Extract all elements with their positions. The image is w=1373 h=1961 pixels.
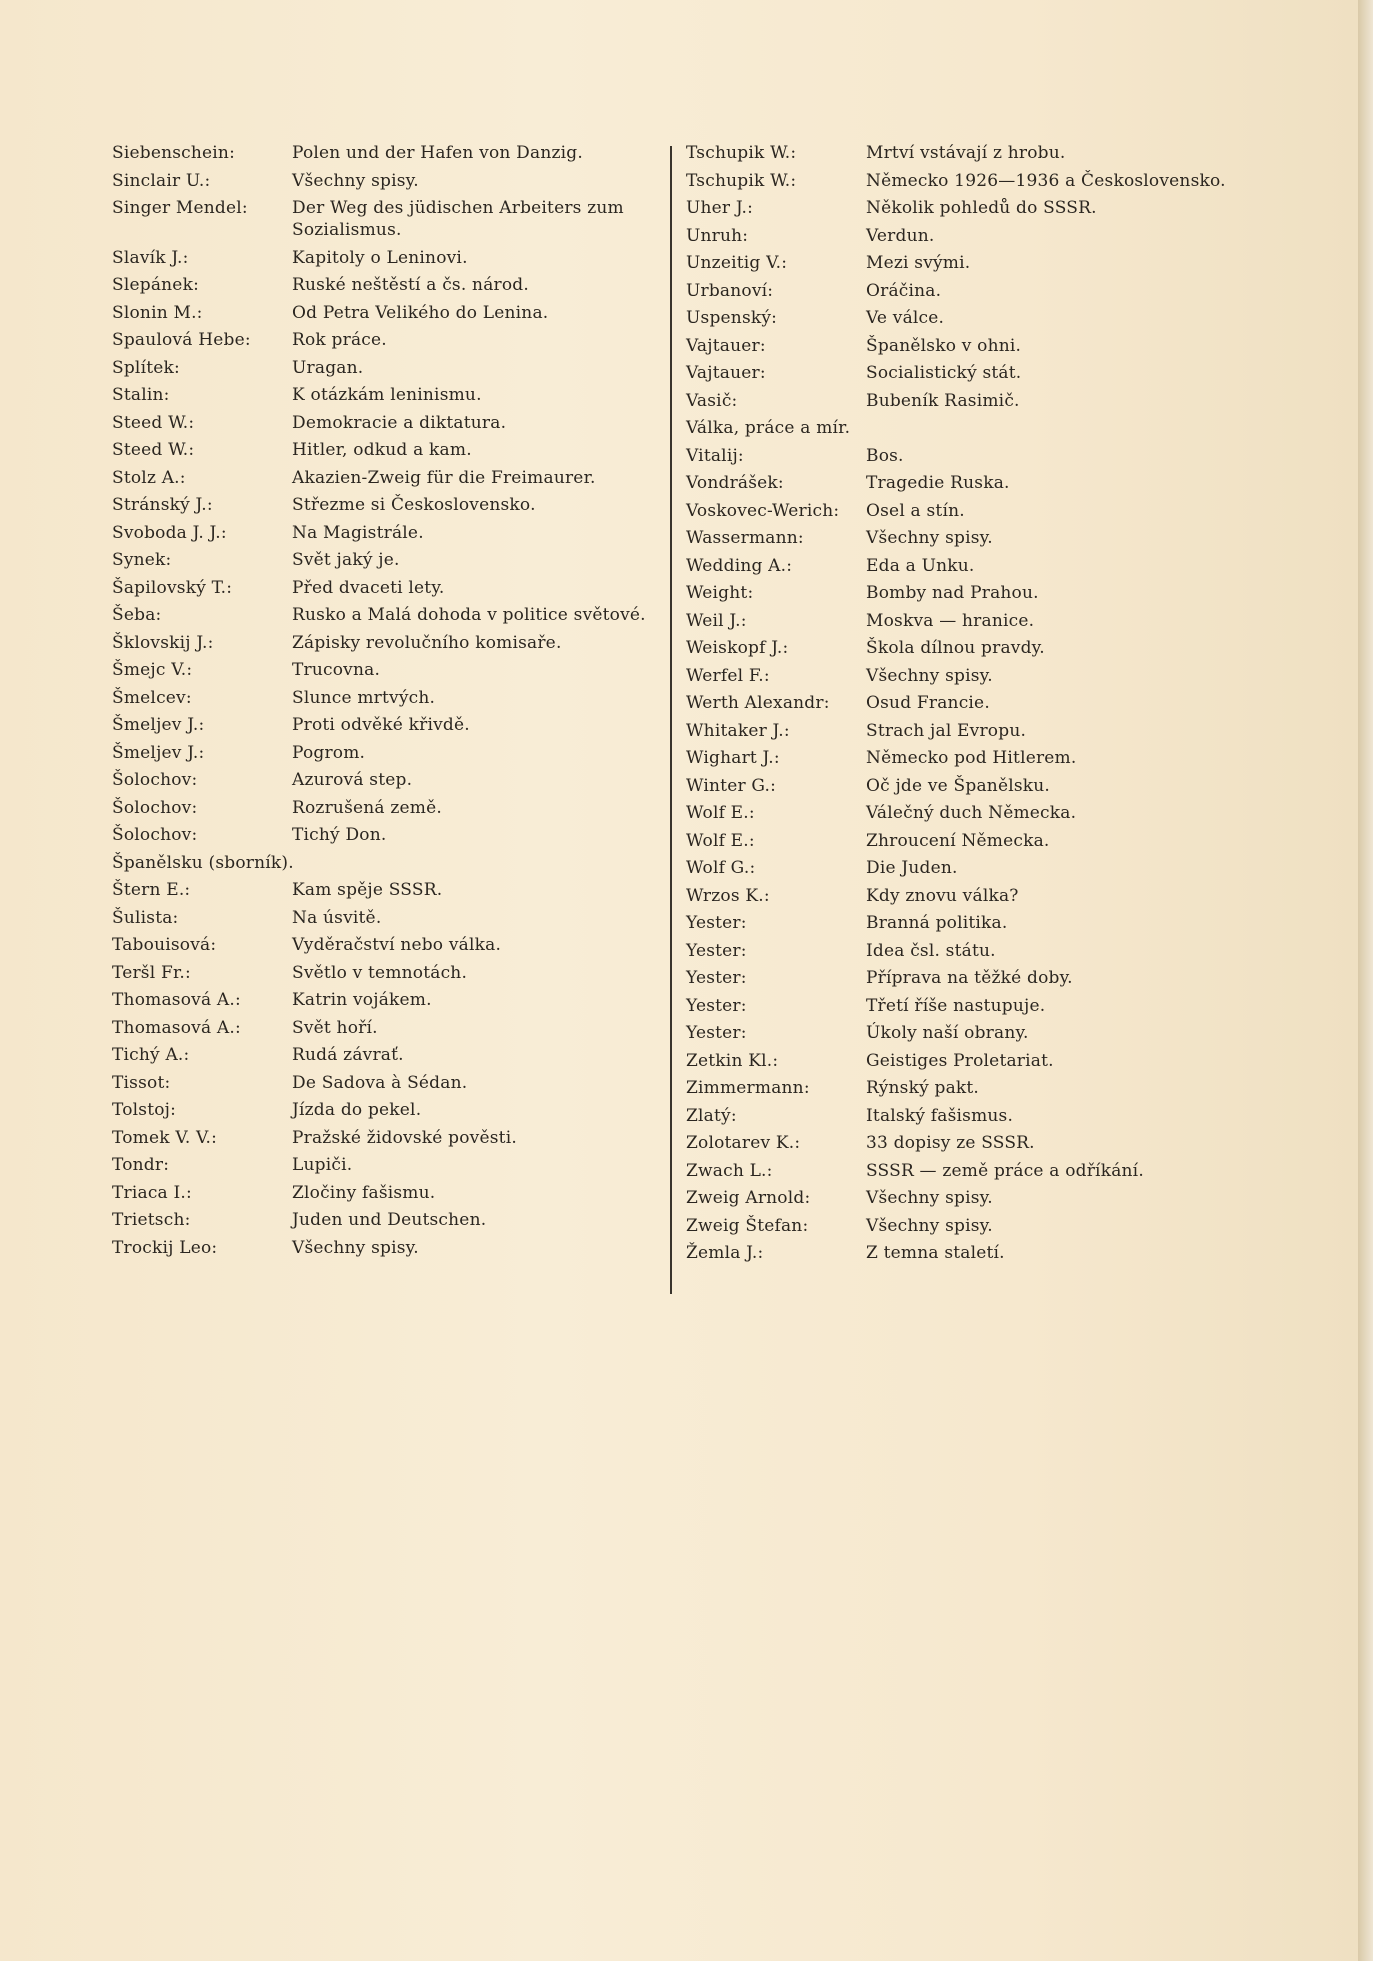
book-title: Světlo v temnotách.: [292, 962, 468, 983]
author-name: Uher J.:: [686, 198, 754, 218]
author-name: Vondrášek:: [686, 473, 784, 493]
book-title: Oráčina.: [866, 280, 942, 301]
list-item: [686, 692, 1266, 714]
author-name: Šapilovský T.:: [112, 577, 233, 598]
book-title: Všechny spisy.: [866, 1188, 993, 1208]
book-title: Svět hoří.: [292, 1017, 378, 1038]
list-item: [112, 467, 672, 489]
book-title: Pražské židovské pověsti.: [292, 1127, 517, 1148]
book-title: Všechny spisy.: [292, 170, 419, 191]
list-item: [686, 1242, 1266, 1264]
list-item: [112, 797, 672, 819]
book-title: Svět jaký je.: [292, 550, 400, 570]
book-title: Z temna staletí.: [866, 1243, 1005, 1263]
book-title: Jízda do pekel.: [292, 1100, 422, 1120]
list-item: [686, 1132, 1266, 1154]
list-item: [686, 252, 1266, 274]
book-title: Německo 1926—1936 a Československo.: [866, 170, 1226, 191]
list-item: [686, 582, 1266, 604]
list-item: [112, 659, 672, 681]
list-item: [112, 879, 672, 901]
author-name: Unruh:: [686, 225, 749, 246]
list-item: [112, 769, 672, 791]
author-name: Tissot:: [112, 1072, 171, 1093]
author-name: Synek:: [112, 550, 172, 570]
author-name: Yester:: [686, 913, 747, 933]
book-title: Všechny spisy.: [866, 528, 993, 548]
list-item: [686, 1050, 1266, 1072]
book-title: Polen und der Hafen von Danzig.: [292, 143, 583, 163]
author-name: Tolstoj:: [112, 1100, 177, 1120]
list-item: [686, 307, 1266, 329]
list-item: [686, 775, 1266, 797]
list-item: [686, 637, 1266, 659]
author-name: Sinclair U.:: [112, 170, 211, 191]
list-item: [686, 1105, 1266, 1127]
author-name: Slavík J.:: [112, 247, 189, 268]
book-title: Tragedie Ruska.: [866, 473, 1010, 493]
right-column: [686, 142, 1266, 1270]
list-item: [686, 1215, 1266, 1237]
author-name: Šolochov:: [112, 825, 198, 845]
list-item: [686, 362, 1266, 384]
book-title: Bos.: [866, 445, 904, 466]
book-title: Eda a Unku.: [866, 555, 975, 576]
author-name: Štern E.:: [112, 880, 191, 900]
book-title: Der Weg des jüdischen Arbeiters zum Sozialismus.: [292, 198, 624, 240]
list-item: [686, 995, 1266, 1017]
book-title: Rok práce.: [292, 330, 387, 350]
list-item: [686, 1022, 1266, 1044]
author-name: Yester:: [686, 968, 747, 988]
author-name: Slepánek:: [112, 275, 199, 295]
author-name: Weil J.:: [686, 610, 747, 631]
author-name: Vajtauer:: [686, 335, 766, 356]
author-name: Svoboda J. J.:: [112, 522, 227, 543]
book-title: Zápisky revolučního komisaře.: [292, 632, 562, 653]
author-name: Tichý A.:: [112, 1045, 190, 1065]
list-item: [686, 390, 1266, 412]
list-item: [686, 802, 1266, 824]
list-item: [112, 439, 672, 461]
list-item: [112, 384, 672, 406]
author-name: Siebenschein:: [112, 143, 236, 163]
column-divider: [670, 146, 672, 1294]
book-title: K otázkám leninismu.: [292, 385, 482, 405]
author-name: Tabouisová:: [112, 935, 217, 955]
list-item: [686, 1077, 1266, 1099]
book-title: Socialistický stát.: [866, 363, 1022, 383]
list-item: [686, 280, 1266, 302]
list-item: [112, 907, 672, 929]
book-title: Ruské neštěstí a čs. národ.: [292, 275, 529, 295]
list-item: [112, 824, 672, 846]
author-name: Yester:: [686, 940, 747, 961]
book-title: Střezme si Československo.: [292, 495, 536, 515]
author-name: Šmeljev J.:: [112, 715, 205, 735]
list-item: [686, 197, 1266, 219]
book-title: Zhroucení Německa.: [866, 830, 1050, 851]
book-title: 33 dopisy ze SSSR.: [866, 1133, 1035, 1153]
list-item: [112, 412, 672, 434]
list-item: [112, 687, 672, 709]
list-item: [112, 632, 672, 654]
author-name: Steed W.:: [112, 412, 195, 433]
author-name: Stalin:: [112, 385, 170, 405]
list-item: [112, 1017, 672, 1039]
author-name: Yester:: [686, 995, 747, 1016]
author-name: Šmeljev J.:: [112, 742, 205, 763]
author-name: Zetkin Kl.:: [686, 1050, 779, 1071]
author-name: Tondr:: [112, 1155, 170, 1175]
list-item: [686, 417, 1266, 439]
list-item: [686, 1187, 1266, 1209]
author-name: Šulista:: [112, 907, 179, 928]
author-name: Zimmermann:: [686, 1078, 810, 1098]
book-title: Pogrom.: [292, 742, 366, 763]
book-title: Rusko a Malá dohoda v politice světové.: [292, 605, 646, 625]
book-title: Škola dílnou pravdy.: [866, 638, 1045, 658]
list-item: [112, 1099, 672, 1121]
book-title: Italský fašismus.: [866, 1105, 1014, 1126]
book-title: Válečný duch Německa.: [866, 803, 1077, 823]
list-item: [686, 335, 1266, 357]
author-name: Šklovskij J.:: [112, 632, 214, 653]
book-title: Uragan.: [292, 357, 364, 378]
list-item: [112, 604, 672, 626]
book-title: Strach jal Evropu.: [866, 720, 1027, 741]
book-title: Idea čsl. státu.: [866, 940, 996, 961]
list-item: [112, 1044, 672, 1066]
list-item: [112, 357, 672, 379]
author-name: Španělsku (sborník).: [112, 852, 294, 873]
book-title: Juden und Deutschen.: [292, 1210, 487, 1230]
author-name: Weight:: [686, 583, 754, 603]
author-name: Werth Alexandr:: [686, 693, 830, 713]
list-item: [686, 225, 1266, 247]
author-name: Yester:: [686, 1023, 747, 1043]
book-title: Německo pod Hitlerem.: [866, 748, 1077, 768]
author-name: Zweig Štefan:: [686, 1215, 809, 1236]
list-item: [112, 962, 672, 984]
list-item: [686, 857, 1266, 879]
list-item: [686, 500, 1266, 522]
author-name: Wolf E.:: [686, 830, 755, 851]
book-title: Moskva — hranice.: [866, 610, 1035, 631]
author-name: Werfel F.:: [686, 665, 770, 686]
book-title: Mezi svými.: [866, 253, 971, 273]
list-item: [686, 142, 1266, 164]
book-title: Rozrušená země.: [292, 797, 442, 818]
book-title: Kam spěje SSSR.: [292, 880, 443, 900]
page-edge: [1358, 0, 1373, 1961]
author-name: Šolochov:: [112, 797, 198, 818]
author-name: Uspenský:: [686, 308, 778, 328]
list-item: [686, 940, 1266, 962]
author-name: Zolotarev K.:: [686, 1133, 801, 1153]
book-title: Trucovna.: [292, 660, 381, 680]
book-title: Od Petra Velikého do Lenina.: [292, 302, 549, 323]
list-item: [686, 472, 1266, 494]
author-name: Trockij Leo:: [112, 1237, 218, 1258]
book-title: Na Magistrále.: [292, 522, 424, 543]
list-item: [112, 852, 672, 874]
list-item: [112, 302, 672, 324]
author-name: Šolochov:: [112, 770, 198, 790]
author-name: Trietsch:: [112, 1210, 191, 1230]
author-name: Stolz A.:: [112, 467, 186, 488]
author-name: Wrzos K.:: [686, 885, 770, 906]
book-title: Katrin vojákem.: [292, 990, 432, 1010]
author-name: Teršl Fr.:: [112, 962, 191, 983]
list-item: [112, 934, 672, 956]
author-name: Vitalij:: [686, 445, 744, 466]
list-item: [686, 885, 1266, 907]
list-item: [686, 527, 1266, 549]
book-title: Lupiči.: [292, 1155, 353, 1175]
list-item: [112, 714, 672, 736]
book-title: Kapitoly o Leninovi.: [292, 247, 468, 268]
author-name: Zwach L.:: [686, 1160, 773, 1181]
left-column: [112, 142, 672, 1264]
book-title: Azurová step.: [292, 770, 413, 790]
list-item: [112, 247, 672, 269]
list-item: [686, 445, 1266, 467]
author-name: Zlatý:: [686, 1105, 737, 1126]
list-item: [112, 742, 672, 764]
list-item: [112, 1237, 672, 1259]
book-title: Rudá závrať.: [292, 1045, 404, 1065]
author-name: Unzeitig V.:: [686, 253, 788, 273]
author-name: Tschupik W.:: [686, 170, 797, 191]
list-item: [686, 170, 1266, 192]
book-title: Oč jde ve Španělsku.: [866, 775, 1051, 796]
author-name: Žemla J.:: [686, 1243, 764, 1263]
list-item: [686, 967, 1266, 989]
book-title: Třetí říše nastupuje.: [866, 995, 1046, 1016]
book-title: Na úsvitě.: [292, 907, 382, 928]
author-name: Thomasová A.:: [112, 1017, 241, 1038]
list-item: [112, 170, 672, 192]
list-item: [112, 494, 672, 516]
list-item: [112, 577, 672, 599]
list-item: [686, 610, 1266, 632]
book-title: Hitler, odkud a kam.: [292, 440, 472, 460]
list-item: [112, 1072, 672, 1094]
book-title: Všechny spisy.: [292, 1237, 419, 1258]
book-title: Demokracie a diktatura.: [292, 412, 507, 433]
book-title: Zločiny fašismu.: [292, 1182, 436, 1203]
author-name: Singer Mendel:: [112, 198, 248, 218]
list-item: [112, 1127, 672, 1149]
book-title: SSSR — země práce a odříkání.: [866, 1160, 1144, 1181]
author-name: Spaulová Hebe:: [112, 330, 251, 350]
list-item: [686, 720, 1266, 742]
book-title: Úkoly naší obrany.: [866, 1023, 1029, 1043]
author-name: Urbanoví:: [686, 280, 774, 301]
author-name: Whitaker J.:: [686, 720, 790, 741]
book-title: Slunce mrtvých.: [292, 687, 436, 708]
book-title: Vyděračství nebo válka.: [292, 935, 502, 955]
book-title: Před dvaceti lety.: [292, 577, 445, 598]
book-title: Osud Francie.: [866, 693, 990, 713]
book-title: Všechny spisy.: [866, 1215, 993, 1236]
author-name: Winter G.:: [686, 775, 777, 796]
list-item: [112, 142, 672, 164]
author-name: Wolf E.:: [686, 803, 755, 823]
list-item: [112, 329, 672, 351]
author-name: Vasič:: [686, 390, 738, 411]
list-item: [112, 197, 672, 241]
author-name: Šeba:: [112, 605, 162, 625]
list-item: [686, 1160, 1266, 1182]
list-item: [686, 912, 1266, 934]
list-item: [112, 1154, 672, 1176]
book-title: Osel a stín.: [866, 500, 965, 521]
book-title: Bubeník Rasimič.: [866, 390, 1020, 411]
book-title: Rýnský pakt.: [866, 1078, 980, 1098]
book-title: Geistiges Proletariat.: [866, 1050, 1054, 1071]
book-title: Ve válce.: [866, 308, 945, 328]
author-name: Wighart J.:: [686, 748, 780, 768]
book-title: Několik pohledů do SSSR.: [866, 198, 1097, 218]
book-title: Kdy znovu válka?: [866, 885, 1019, 906]
book-title: Bomby nad Prahou.: [866, 583, 1039, 603]
list-item: [686, 830, 1266, 852]
list-item: [112, 549, 672, 571]
author-name: Wedding A.:: [686, 555, 793, 576]
list-item: [112, 1182, 672, 1204]
author-name: Wassermann:: [686, 528, 804, 548]
list-item: [112, 274, 672, 296]
book-title: Příprava na těžké doby.: [866, 968, 1073, 988]
author-name: Thomasová A.:: [112, 990, 241, 1010]
author-name: Triaca I.:: [112, 1182, 192, 1203]
book-title: Die Juden.: [866, 858, 958, 878]
book-title: Tichý Don.: [292, 825, 387, 845]
book-title: Branná politika.: [866, 913, 1008, 933]
book-title: De Sadova à Sédan.: [292, 1072, 468, 1093]
book-title: Akazien-Zweig für die Freimaurer.: [292, 467, 596, 488]
author-name: Tschupik W.:: [686, 143, 797, 163]
list-item: [686, 555, 1266, 577]
book-title: Verdun.: [866, 225, 935, 246]
list-item: [686, 747, 1266, 769]
book-title: Proti odvěké křivdě.: [292, 715, 470, 735]
list-item: [686, 665, 1266, 687]
author-name: Tomek V. V.:: [112, 1127, 218, 1148]
author-name: Weiskopf J.:: [686, 638, 789, 658]
author-name: Splítek:: [112, 357, 180, 378]
author-name: Zweig Arnold:: [686, 1188, 811, 1208]
author-name: Válka, práce a mír.: [686, 418, 851, 438]
book-title: Všechny spisy.: [866, 665, 993, 686]
author-name: Slonin M.:: [112, 302, 203, 323]
author-name: Wolf G.:: [686, 858, 756, 878]
list-item: [112, 1209, 672, 1231]
author-name: Šmejc V.:: [112, 660, 193, 680]
author-name: Stránský J.:: [112, 495, 213, 515]
author-name: Šmelcev:: [112, 687, 192, 708]
list-item: [112, 989, 672, 1011]
book-title: Španělsko v ohni.: [866, 335, 1022, 356]
list-item: [112, 522, 672, 544]
author-name: Voskovec-Werich:: [686, 500, 840, 521]
author-name: Steed W.:: [112, 440, 195, 460]
book-title: Mrtví vstávají z hrobu.: [866, 143, 1066, 163]
author-name: Vajtauer:: [686, 363, 766, 383]
